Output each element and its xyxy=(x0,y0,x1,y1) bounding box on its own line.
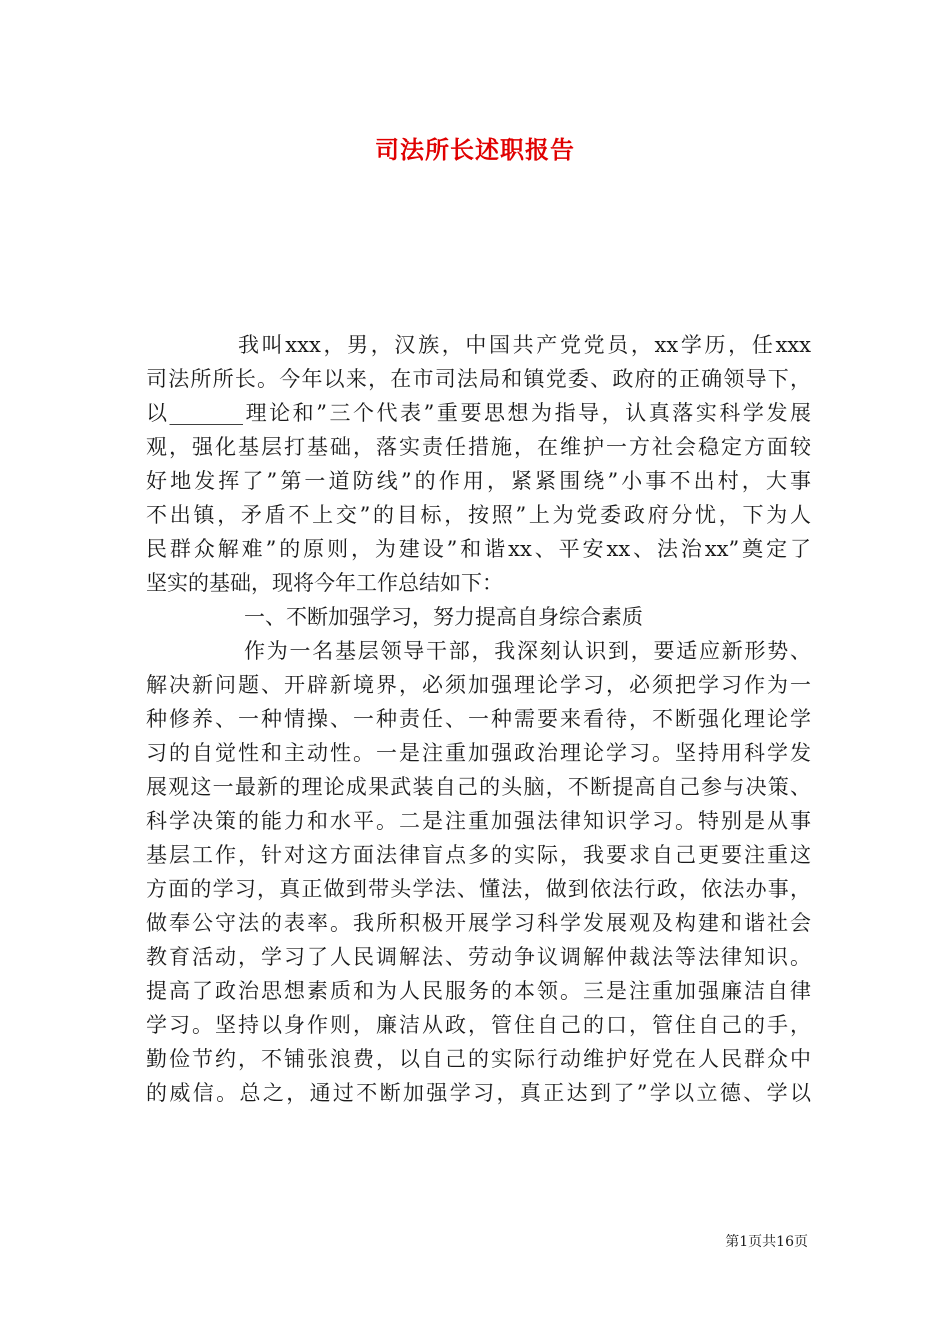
section-heading: 一、不断加强学习，努力提高自身综合素质 xyxy=(244,605,643,629)
text-line: 教育活动，学习了人民调解法、劳动争议调解仲裁法等法律知识。 xyxy=(146,945,811,969)
page-number: 第1页共16页 xyxy=(725,1234,808,1250)
text-line: 科学决策的能力和水平。二是注重加强法律知识学习。特别是从事 xyxy=(146,809,811,833)
text-line: 民群众解难”的原则，为建设”和谐xx、平安xx、法治xx”奠定了 xyxy=(146,537,811,561)
document-title: 司法所长述职报告 xyxy=(375,135,575,164)
text-line: 基层工作，针对这方面法律盲点多的实际，我要求自己更要注重这 xyxy=(146,843,811,867)
text-line: 解决新问题、开辟新境界，必须加强理论学习，必须把学习作为一 xyxy=(146,673,811,697)
text-line: 司法所所长。今年以来，在市司法局和镇党委、政府的正确领导下， xyxy=(146,367,811,391)
text-line: 观，强化基层打基础，落实责任措施，在维护一方社会稳定方面较 xyxy=(146,435,811,459)
text-line: 方面的学习，真正做到带头学法、懂法，做到依法行政，依法办事， xyxy=(146,877,811,901)
document-body xyxy=(146,328,811,1110)
text-line: 以_______理论和”三个代表”重要思想为指导，认真落实科学发展 xyxy=(146,401,811,425)
text-line: 我叫xxx，男，汉族，中国共产党党员，xx学历，任xxx xyxy=(238,333,811,357)
text-line: 种修养、一种情操、一种责任、一种需要来看待，不断强化理论学 xyxy=(146,707,811,731)
text-line: 做奉公守法的表率。我所积极开展学习科学发展观及构建和谐社会 xyxy=(146,911,811,935)
text-line: 习的自觉性和主动性。一是注重加强政治理论学习。坚持用科学发 xyxy=(146,741,811,765)
text-line: 勤俭节约，不铺张浪费，以自己的实际行动维护好党在人民群众中 xyxy=(146,1047,811,1071)
text-line: 好地发挥了”第一道防线”的作用，紧紧围绕”小事不出村，大事 xyxy=(146,469,811,493)
text-line: 的威信。总之，通过不断加强学习，真正达到了”学以立德、学以 xyxy=(146,1081,811,1105)
text-line: 作为一名基层领导干部，我深刻认识到，要适应新形势、 xyxy=(244,639,811,663)
text-line: 坚实的基础，现将今年工作总结如下： xyxy=(146,571,503,595)
text-line: 不出镇，矛盾不上交”的目标，按照”上为党委政府分忧，下为人 xyxy=(146,503,811,527)
text-line: 提高了政治思想素质和为人民服务的本领。三是注重加强廉洁自律 xyxy=(146,979,811,1003)
text-line: 展观这一最新的理论成果武装自己的头脑，不断提高自己参与决策、 xyxy=(146,775,811,799)
text-line: 学习。坚持以身作则，廉洁从政，管住自己的口，管住自己的手， xyxy=(146,1013,811,1037)
